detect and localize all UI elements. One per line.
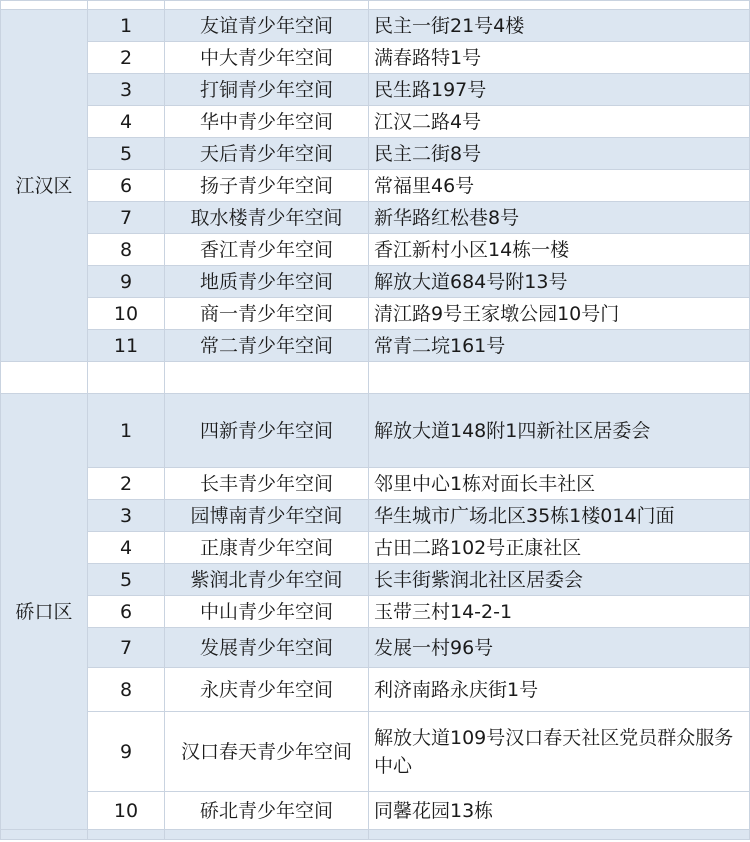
table-row: [1, 74, 750, 106]
table-row: [1, 170, 750, 202]
space-name: 华中青少年空间: [165, 106, 369, 138]
district-cell: 硚口区: [1, 394, 88, 830]
table-row: [1, 532, 750, 564]
space-address: 邻里中心1栋对面长丰社区: [369, 468, 750, 500]
row-number: 7: [88, 202, 165, 234]
table-row: [1, 330, 750, 362]
space-address: 常福里46号: [369, 170, 750, 202]
table-row: [1, 138, 750, 170]
row-number: 4: [88, 106, 165, 138]
table-row: [1, 792, 750, 830]
space-address: 江汉二路4号: [369, 106, 750, 138]
space-name: 天后青少年空间: [165, 138, 369, 170]
row-number: 4: [88, 532, 165, 564]
space-name: 园博南青少年空间: [165, 500, 369, 532]
row-number: 5: [88, 138, 165, 170]
row-number: 10: [88, 792, 165, 830]
space-address: 华生城市广场北区35栋1楼014门面: [369, 500, 750, 532]
table-row: [1, 1, 750, 10]
space-name: 取水楼青少年空间: [165, 202, 369, 234]
space-name: 紫润北青少年空间: [165, 564, 369, 596]
space-address: 民主一街21号4楼: [369, 10, 750, 42]
row-number: 6: [88, 170, 165, 202]
space-address: 民生路197号: [369, 74, 750, 106]
row-number: 9: [88, 712, 165, 792]
table-row: [1, 628, 750, 668]
space-name: 中山青少年空间: [165, 596, 369, 628]
space-name: 常二青少年空间: [165, 330, 369, 362]
table-row: [1, 668, 750, 712]
table-row: [1, 468, 750, 500]
table-row: [1, 106, 750, 138]
space-name: 香江青少年空间: [165, 234, 369, 266]
table-row: [1, 10, 750, 42]
row-number: 7: [88, 628, 165, 668]
space-address: 新华路红松巷8号: [369, 202, 750, 234]
table-row: [1, 596, 750, 628]
space-address: 长丰街紫润北社区居委会: [369, 564, 750, 596]
row-number: 11: [88, 330, 165, 362]
space-name: 地质青少年空间: [165, 266, 369, 298]
row-number: 1: [88, 394, 165, 468]
space-address: 解放大道684号附13号: [369, 266, 750, 298]
table-row: [1, 394, 750, 468]
space-address: 香江新村小区14栋一楼: [369, 234, 750, 266]
row-number: 6: [88, 596, 165, 628]
table-row: [1, 42, 750, 74]
space-name: 友谊青少年空间: [165, 10, 369, 42]
row-number: 3: [88, 500, 165, 532]
row-number: 10: [88, 298, 165, 330]
space-address: 常青二垸161号: [369, 330, 750, 362]
table-row: [1, 712, 750, 792]
space-name: 四新青少年空间: [165, 394, 369, 468]
table-row: [1, 830, 750, 840]
row-number: 2: [88, 42, 165, 74]
space-name: 硚北青少年空间: [165, 792, 369, 830]
row-number: 3: [88, 74, 165, 106]
space-address: 古田二路102号正康社区: [369, 532, 750, 564]
district-cell: 江汉区: [1, 10, 88, 362]
row-number: 2: [88, 468, 165, 500]
space-address: 发展一村96号: [369, 628, 750, 668]
space-name: 正康青少年空间: [165, 532, 369, 564]
space-address: 解放大道148附1四新社区居委会: [369, 394, 750, 468]
space-name: 发展青少年空间: [165, 628, 369, 668]
separator-row: [1, 362, 750, 394]
row-number: 8: [88, 668, 165, 712]
space-name: 扬子青少年空间: [165, 170, 369, 202]
table-row: [1, 234, 750, 266]
table-row: [1, 298, 750, 330]
row-number: 1: [88, 10, 165, 42]
space-name: 永庆青少年空间: [165, 668, 369, 712]
space-name: 打铜青少年空间: [165, 74, 369, 106]
row-number: 5: [88, 564, 165, 596]
table-row: [1, 266, 750, 298]
row-number: 8: [88, 234, 165, 266]
space-name: 汉口春天青少年空间: [165, 712, 369, 792]
space-address: 利济南路永庆街1号: [369, 668, 750, 712]
space-address: 玉带三村14-2-1: [369, 596, 750, 628]
row-number: 9: [88, 266, 165, 298]
space-address: 满春路特1号: [369, 42, 750, 74]
space-name: 商一青少年空间: [165, 298, 369, 330]
space-address: 民主二街8号: [369, 138, 750, 170]
space-address: 同馨花园13栋: [369, 792, 750, 830]
table-row: [1, 202, 750, 234]
space-name: 中大青少年空间: [165, 42, 369, 74]
table-row: [1, 500, 750, 532]
space-address: 清江路9号王家墩公园10号门: [369, 298, 750, 330]
table-row: [1, 564, 750, 596]
space-address: 解放大道109号汉口春天社区党员群众服务中心: [369, 712, 750, 792]
space-name: 长丰青少年空间: [165, 468, 369, 500]
